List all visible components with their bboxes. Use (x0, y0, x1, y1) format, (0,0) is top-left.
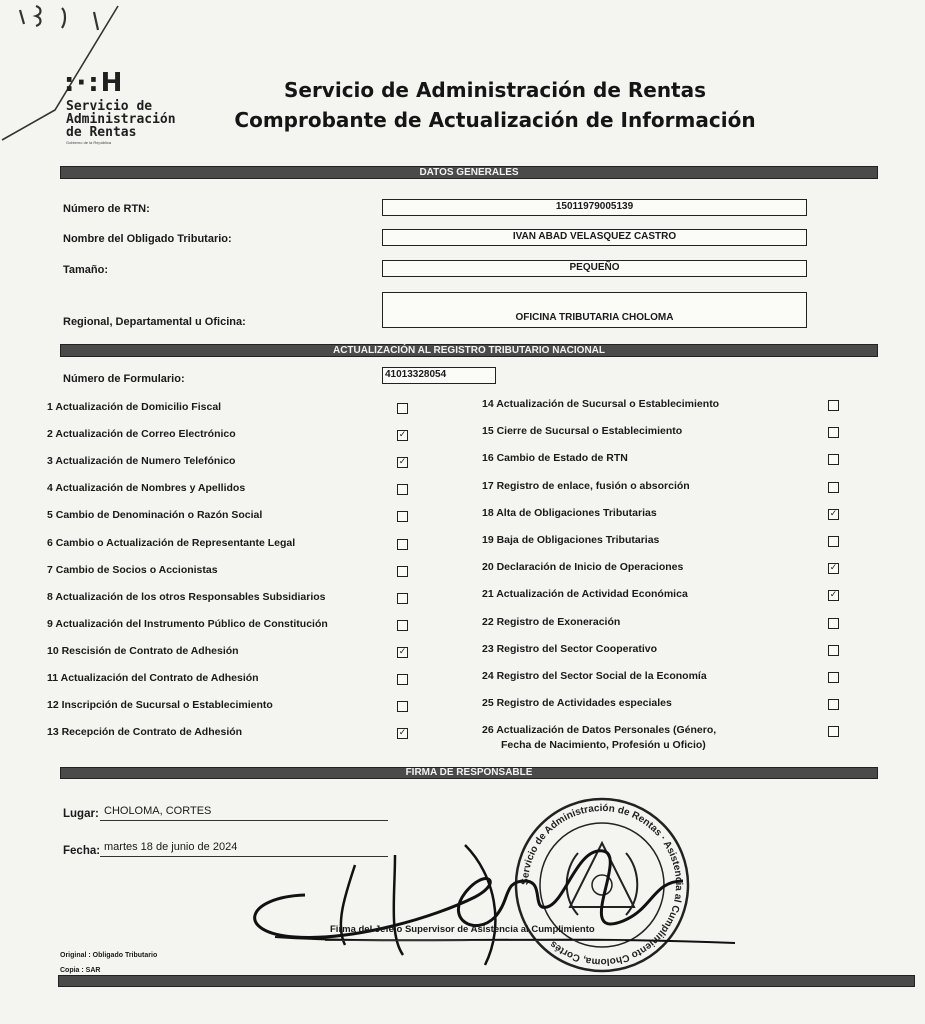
registro-item-label: 26 Actualización de Datos Personales (Género, (482, 724, 717, 737)
registro-checkbox[interactable] (397, 701, 408, 712)
registro-item-label: 19 Baja de Obligaciones Tributarias (482, 534, 660, 546)
registro-item-label: 7 Cambio de Socios o Accionistas (47, 563, 218, 576)
rtn-label: Número de RTN: (63, 203, 150, 215)
registro-checkbox[interactable] (397, 484, 408, 495)
registro-checkbox[interactable] (397, 593, 408, 604)
registro-item-label: 3 Actualización de Numero Telefónico (47, 455, 236, 468)
registro-checkbox[interactable] (828, 699, 839, 710)
fecha-value: martes 18 de junio de 2024 (104, 841, 238, 853)
registro-item-label: 10 Rescisión de Contrato de Adhesión (47, 644, 239, 657)
registro-checkbox[interactable]: ✓ (829, 563, 838, 574)
original-label: Original : Obligado Tributario (60, 952, 158, 959)
footer-bar (58, 975, 915, 987)
registro-checkbox[interactable] (828, 482, 839, 493)
registro-item-label: 1 Actualización de Domicilio Fiscal (47, 401, 222, 413)
registro-checkbox[interactable]: ✓ (829, 508, 838, 519)
registro-checkbox[interactable] (828, 400, 839, 411)
registro-item-label: 2 Actualización de Correo Electrónico (47, 428, 236, 441)
logo-line-1: Servicio de (66, 99, 153, 114)
registro-checkbox[interactable] (828, 726, 839, 737)
lugar-line (100, 820, 388, 821)
registro-item-label: 18 Alta de Obligaciones Tributarias (482, 506, 657, 519)
stamp-text: Servicio de Administración de Rentas · Asistencia al Cumplimiento Choloma, Cortés (519, 802, 685, 968)
registro-checkbox[interactable]: ✓ (398, 457, 407, 468)
registro-item-label-cont: Fecha de Nacimiento, Profesión u Oficio) (501, 739, 706, 752)
registro-item-label: 6 Cambio o Actualización de Representante Legal (47, 536, 296, 549)
registro-checkbox[interactable] (397, 674, 408, 685)
formulario-field: 41013328054 (382, 367, 496, 384)
oficina-field: OFICINA TRIBUTARIA CHOLOMA (382, 292, 807, 328)
registro-item-label: 4 Actualización de Nombres y Apellidos (47, 482, 246, 495)
section-bar-registro: ACTUALIZACIÓN AL REGISTRO TRIBUTARIO NACIONAL (60, 344, 878, 357)
sar-logo-mark: :·:H (64, 68, 125, 98)
rtn-field: 15011979005139 (382, 199, 807, 216)
tamano-label: Tamaño: (63, 264, 109, 276)
registro-checkbox[interactable] (397, 539, 408, 550)
logo-line-2: Administración (66, 112, 176, 127)
signature-caption: Firma del Jefe o Supervisor de Asistencia al Cumplimiento (330, 924, 595, 935)
registro-checkbox[interactable] (828, 645, 839, 656)
lugar-label: Lugar: (63, 808, 99, 820)
page-subtitle: Comprobante de Actualización de Información (234, 108, 756, 132)
tamano-field: PEQUEÑO (382, 260, 807, 277)
registro-item-label: 17 Registro de enlace, fusión o absorción (482, 479, 690, 492)
registro-checkbox[interactable]: ✓ (398, 728, 407, 739)
registro-checkbox[interactable] (828, 454, 839, 465)
registro-checkbox[interactable] (397, 403, 408, 414)
registro-item-label: 8 Actualización de los otros Responsables Subsidiarios (47, 590, 326, 603)
registro-item-label: 9 Actualización del Instrumento Público de Constitución (47, 617, 328, 630)
registro-checkbox[interactable] (828, 672, 839, 683)
registro-item-label: 21 Actualización de Actividad Económica (482, 588, 688, 601)
copia-label: Copia : SAR (60, 967, 101, 974)
registro-item-label: 25 Registro de Actividades especiales (482, 697, 672, 710)
signature-line (325, 940, 625, 941)
registro-item-label: 15 Cierre de Sucursal o Establecimiento (482, 425, 683, 438)
handwritten-signature (235, 825, 755, 975)
formulario-label: Número de Formulario: (63, 373, 185, 385)
page-title: Servicio de Administración de Rentas (283, 78, 707, 102)
section-bar-datos-generales: DATOS GENERALES (60, 166, 878, 179)
oficina-label: Regional, Departamental u Oficina: (63, 316, 246, 328)
registro-checkbox[interactable]: ✓ (829, 590, 838, 601)
registro-checkbox[interactable] (828, 536, 839, 547)
obligado-field: IVAN ABAD VELASQUEZ CASTRO (382, 229, 807, 246)
registro-item-label: 20 Declaración de Inicio de Operaciones (482, 561, 684, 574)
registro-checkbox[interactable] (397, 620, 408, 631)
registro-checkbox[interactable] (828, 618, 839, 629)
section-bar-firma: FIRMA DE RESPONSABLE (60, 767, 878, 779)
registro-item-label: 14 Actualización de Sucursal o Establecimiento (482, 398, 720, 410)
fecha-label: Fecha: (63, 845, 101, 857)
registro-checkbox[interactable] (397, 511, 408, 522)
logo-line-3: de Rentas (66, 125, 137, 140)
sar-logo-text (66, 100, 176, 139)
logo-subtitle: Gobierno de la República (66, 140, 112, 145)
obligado-label: Nombre del Obligado Tributario: (63, 233, 232, 245)
registro-item-label: 11 Actualización del Contrato de Adhesión (47, 672, 259, 684)
registro-checkbox[interactable]: ✓ (398, 646, 407, 657)
registro-item-label: 23 Registro del Sector Cooperativo (482, 642, 658, 655)
registro-item-label: 13 Recepción de Contrato de Adhesión (47, 726, 243, 739)
registro-checkbox[interactable] (828, 427, 839, 438)
registro-item-label: 24 Registro del Sector Social de la Economía (482, 670, 707, 682)
registro-item-label: 12 Inscripción de Sucursal o Establecimiento (47, 699, 273, 712)
registro-checkbox[interactable] (397, 566, 408, 577)
registro-item-label: 5 Cambio de Denominación o Razón Social (47, 509, 263, 522)
registro-item-label: 22 Registro de Exoneración (482, 615, 621, 628)
registro-item-label: 16 Cambio de Estado de RTN (482, 452, 628, 465)
lugar-value: CHOLOMA, CORTES (104, 805, 212, 817)
registro-checkbox[interactable]: ✓ (398, 430, 407, 441)
